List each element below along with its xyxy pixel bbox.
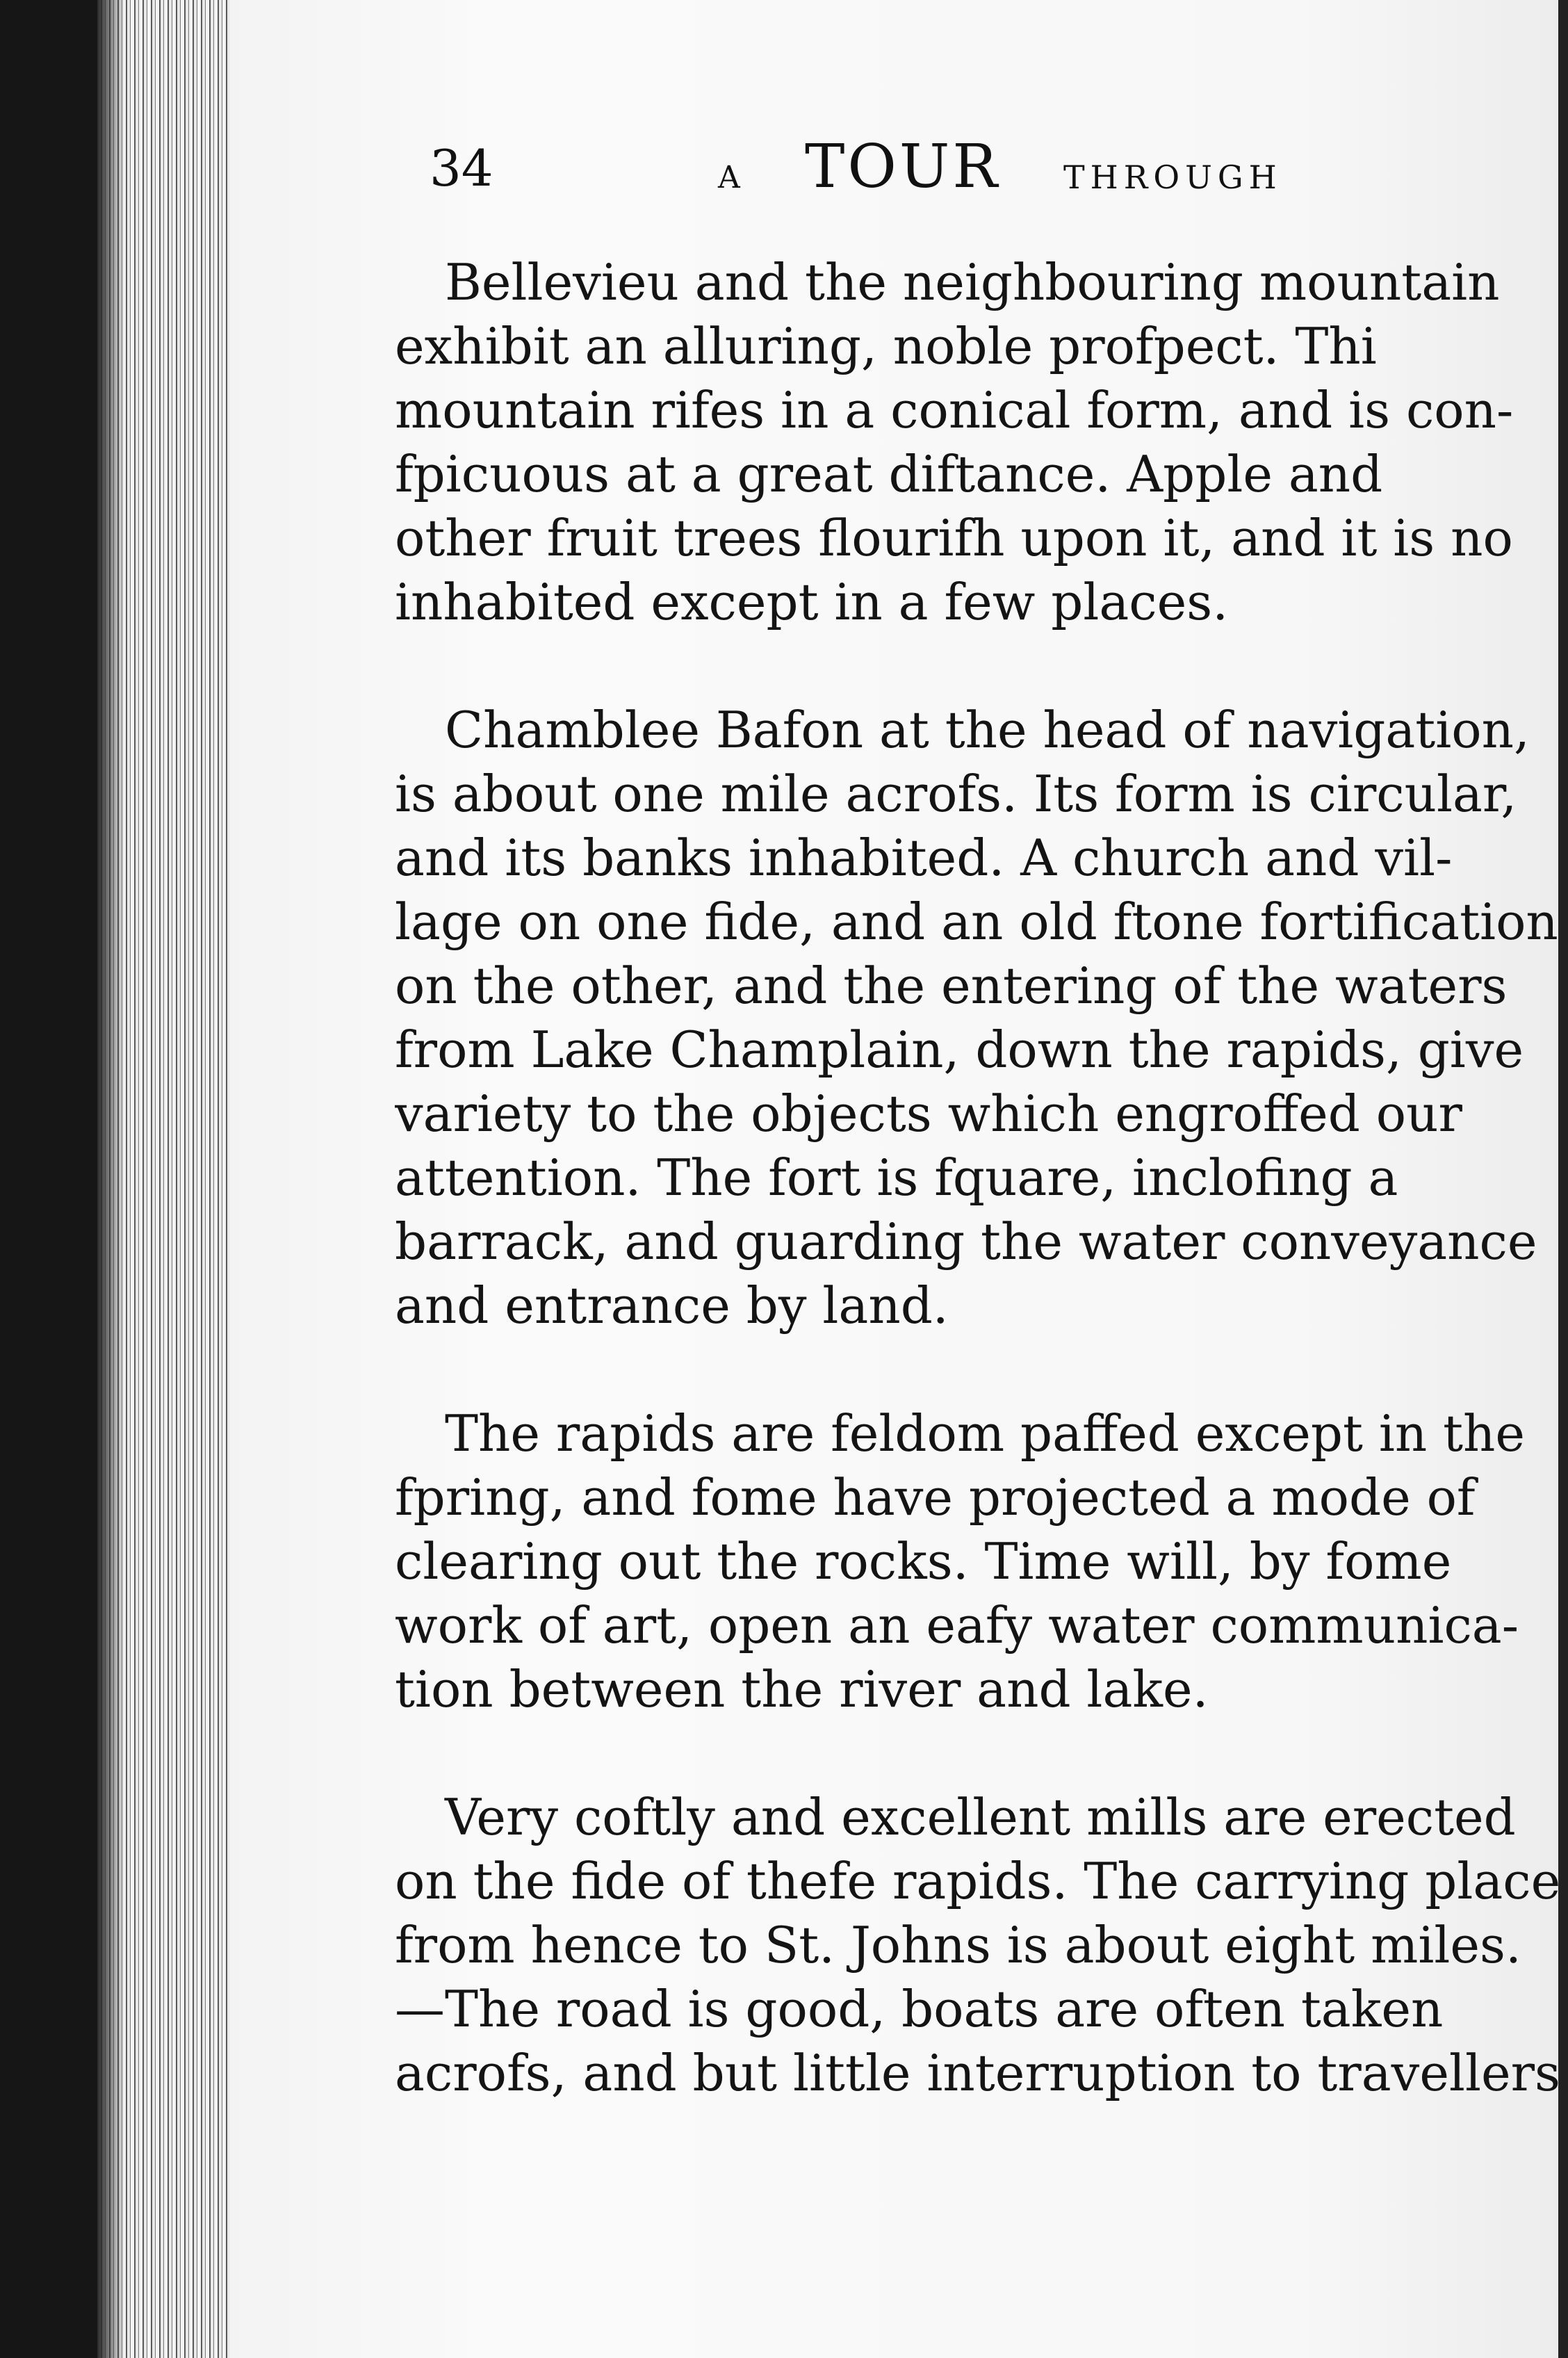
text-line: other fruit trees flourifh upon it, and it is no xyxy=(395,509,1513,567)
page-number: 34 xyxy=(430,139,493,197)
text-line: from Lake Champlain, down the rapids, give xyxy=(395,1021,1524,1079)
text-line: Chamblee Bafon at the head of navigation, xyxy=(395,701,1530,759)
text-line: mountain rifes in a conical form, and is con- xyxy=(395,381,1514,439)
text-line: lage on one fide, and an old ftone fortification xyxy=(395,893,1558,951)
text-line: from hence to St. Johns is about eight miles. xyxy=(395,1916,1521,1974)
page-header xyxy=(430,132,1542,209)
text-line: on the other, and the entering of the waters xyxy=(395,957,1508,1015)
paragraph xyxy=(395,1785,1568,2105)
text-line: tion between the river and lake. xyxy=(395,1660,1209,1718)
text-line: barrack, and guarding the water conveyance xyxy=(395,1212,1537,1271)
text-line: and its banks inhabited. A church and vil- xyxy=(395,829,1453,887)
running-head-article: A xyxy=(718,160,743,195)
body-text xyxy=(395,250,1568,2266)
text-line: fpicuous at a great diftance. Apple and xyxy=(395,445,1383,503)
paragraph xyxy=(395,250,1568,634)
text-line: inhabited except in a few places. xyxy=(395,573,1229,631)
text-line: clearing out the rocks. Time will, by fome xyxy=(395,1532,1452,1591)
text-line: is about one mile acrofs. Its form is circular, xyxy=(395,765,1517,823)
text-line: and entrance by land. xyxy=(395,1276,949,1335)
text-line: attention. The fort is fquare, inclofing a xyxy=(395,1148,1398,1207)
text-line: exhibit an alluring, noble profpect. Thi xyxy=(395,317,1377,375)
text-line: Very coftly and excellent mills are erected xyxy=(395,1788,1516,1846)
running-head-through: THROUGH xyxy=(1063,158,1282,196)
text-line: fpring, and fome have projected a mode of xyxy=(395,1468,1476,1527)
paragraph xyxy=(395,698,1568,1337)
text-line: Bellevieu and the neighbouring mountain xyxy=(395,253,1500,311)
paragraph xyxy=(395,1401,1568,1721)
text-line: on the fide of thefe rapids. The carrying place xyxy=(395,1852,1561,1910)
text-line: variety to the objects which engroffed our xyxy=(395,1084,1462,1143)
text-line: —The road is good, boats are often taken xyxy=(395,1980,1444,2038)
text-line: work of art, open an eafy water communica- xyxy=(395,1596,1519,1654)
page-edges-shadow xyxy=(97,0,125,2358)
text-line: The rapids are feldom paffed except in the xyxy=(395,1404,1526,1463)
text-line: acrofs, and but little interruption to travellers xyxy=(395,2044,1560,2102)
running-head-title: TOUR xyxy=(805,132,1001,202)
